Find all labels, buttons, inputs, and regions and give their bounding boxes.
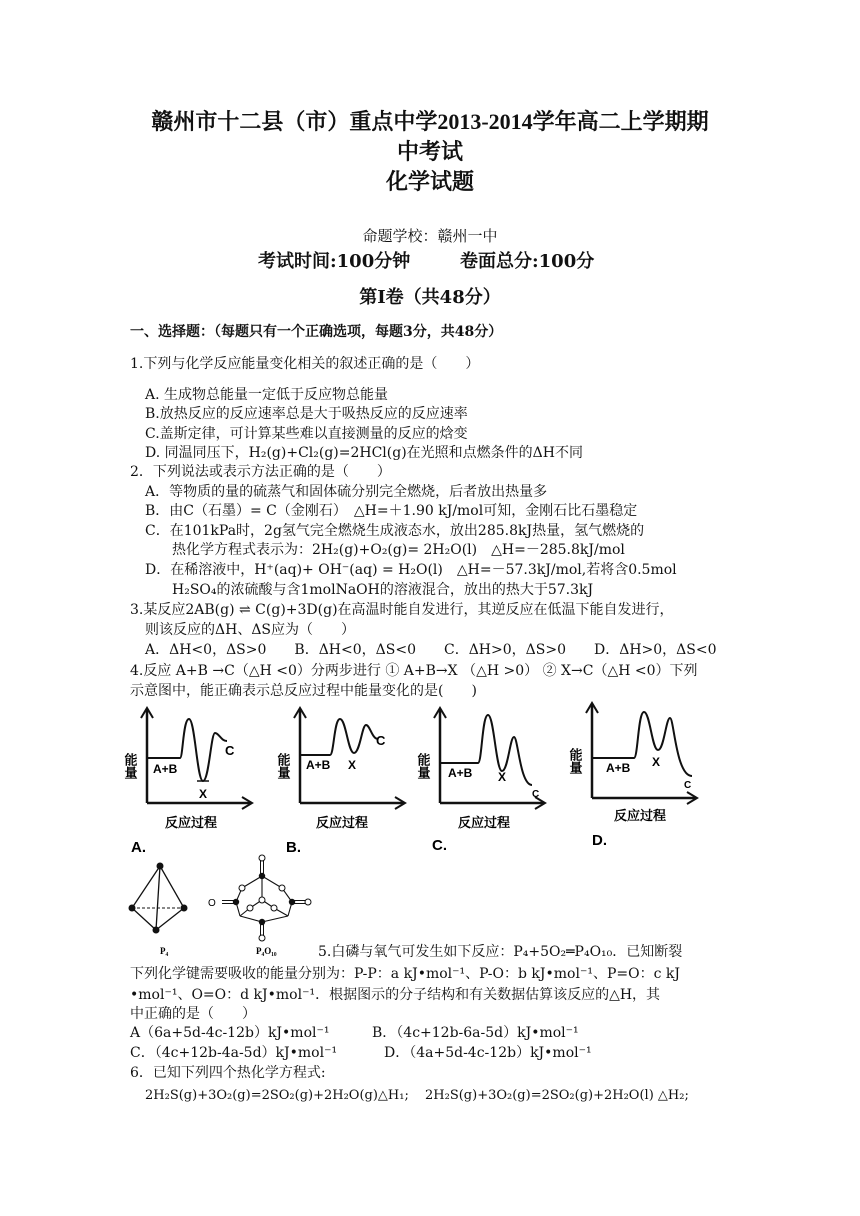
school-line: 命题学校：赣州一中: [362, 227, 498, 245]
q1-option-c: C.盖斯定律，可计算某些难以直接测量的反应的焓变: [145, 426, 468, 442]
q1-option-a: A. 生成物总能量一定低于反应物总能量: [145, 387, 389, 403]
q5-stem-line4: 中正确的是（ ）: [130, 1006, 256, 1022]
option-label-b: B.: [286, 839, 301, 856]
section-heading: 一、选择题：（每题只有一个正确选项，每题3分，共48分）: [130, 324, 503, 340]
q5-option-a: A（6a+5d-4c-12b）kJ•mol⁻¹: [130, 1025, 330, 1041]
q1-stem: 1.下列与化学反应能量变化相关的叙述正确的是（ ）: [130, 356, 480, 372]
total-score: 卷面总分:100分: [460, 251, 595, 272]
q5-stem-line2: 下列化学键需要吸收的能量分别为：P-P：a kJ•mol⁻¹、P-O：b kJ•mol⁻¹、P=O：c kJ: [130, 966, 680, 982]
q3-stem-line2: 则该反应的ΔH、ΔS应为（ ）: [145, 622, 356, 638]
q6-stem: 6．已知下列四个热化学方程式:: [130, 1065, 326, 1081]
x-label-d: 反应过程: [614, 809, 667, 824]
product-label-b: C: [376, 733, 386, 748]
q2-option-a: A．等物质的量的硫蒸气和固体硫分别完全燃烧，后者放出热量多: [145, 484, 548, 500]
reactant-label-a: A+B: [153, 762, 178, 776]
energy-graph-b: [274, 705, 418, 856]
q5-option-c: C．（4c+12b-4a-5d）kJ•mol⁻¹: [130, 1045, 338, 1061]
x-label-b: 反应过程: [316, 816, 369, 831]
q5-option-b: B．（4c+12b-6a-5d）kJ•mol⁻¹: [372, 1025, 579, 1041]
q5-option-d: D．（4a+5d-4c-12b）kJ•mol⁻¹: [384, 1045, 592, 1061]
p4-structure: [122, 858, 192, 958]
y-label-d: 能量: [566, 748, 582, 774]
intermediate-label-c: X: [498, 770, 507, 784]
q6-equation-2: 2H₂S(g)+3O₂(g)=2SO₂(g)+2H₂O(l) △H₂;: [425, 1088, 689, 1103]
q4-stem-line1: 4.反应 A+B →C（△H <0）分两步进行 ① A+B→X （△H >0） ② X→C（△H <0）下列: [130, 663, 698, 679]
y-label-a: 能量: [121, 753, 137, 779]
energy-graph-a: [121, 705, 265, 856]
product-label-a: C: [225, 743, 235, 758]
reactant-label-d: A+B: [606, 761, 631, 775]
p4o10-structure: [200, 848, 320, 958]
q3-options: A．ΔH<0，ΔS>0 B．ΔH<0，ΔS<0 C．ΔH>0，ΔS>0 D．ΔH>0，ΔS<0: [145, 642, 717, 658]
title-line-2: 中考试: [396, 139, 463, 164]
q5-stem-line3: •mol⁻¹、O=O：d kJ•mol⁻¹．根据图示的分子结构和有关数据估算该反应的△H，其: [130, 987, 661, 1003]
q2-option-c-line2: 热化学方程式表示为：2H₂(g)+O₂(g)= 2H₂O(l) △H=－285.8kJ/mol: [172, 542, 625, 558]
q3-stem-line1: 3.某反应2AB(g) ⇌ C(g)+3D(g)在高温时能自发进行，其逆反应在低温下能自发进行，: [130, 602, 674, 618]
intermediate-label-b: X: [348, 758, 357, 772]
q2-stem: 2．下列说法或表示方法正确的是（ ）: [130, 464, 391, 480]
exam-time: 考试时间:100分钟: [258, 251, 411, 272]
q2-option-d-line1: D．在稀溶液中，H⁺(aq)+ OH⁻(aq) = H₂O(l) △H=－57.3kJ/mol,若将含0.5mol: [145, 562, 677, 578]
option-label-a: A.: [131, 839, 146, 856]
option-label-d: D.: [592, 832, 607, 849]
q2-option-b: B．由C（石墨）= C（金刚石） △H=＋1.90 kJ/mol可知，金刚石比石墨稳定: [145, 503, 638, 519]
reactant-label-c: A+B: [448, 766, 473, 780]
intermediate-label-d: X: [652, 755, 661, 769]
q1-option-b: B.放热反应的反应速率总是大于吸热反应的反应速率: [145, 406, 468, 422]
q1-option-d: D. 同温同压下，H₂(g)+Cl₂(g)=2HCl(g)在光照和点燃条件的ΔH不同: [145, 445, 583, 461]
product-label-d: C: [684, 780, 692, 791]
intermediate-label-a: X: [199, 787, 208, 801]
q2-option-c-line1: C．在101kPa时，2g氢气完全燃烧生成液态水，放出285.8kJ热量，氢气燃烧的: [145, 523, 645, 539]
y-label-c: 能量: [414, 753, 430, 779]
o-label: O: [208, 898, 216, 909]
p4-label: P₄: [160, 946, 169, 956]
x-label-a: 反应过程: [165, 816, 218, 831]
title-line-1: 赣州市十二县（市）重点中学2013-2014学年高二上学期期: [151, 109, 709, 134]
product-label-c: C: [532, 789, 540, 800]
q4-stem-line2: 示意图中，能正确表示总反应过程中能量变化的是( ): [130, 683, 477, 699]
reactant-label-b: A+B: [306, 758, 331, 772]
subject-title: 化学试题: [385, 169, 474, 194]
part-heading: 第Ⅰ卷（共48分）: [359, 287, 501, 308]
q2-option-d-line2: H₂SO₄的浓硫酸与含1molNaOH的溶液混合，放出的热大于57.3kJ: [172, 582, 594, 598]
q5-stem-line1: 5.白磷与氧气可发生如下反应：P₄+5O₂═P₄O₁₀．已知断裂: [318, 944, 683, 960]
q6-equation-1: 2H₂S(g)+3O₂(g)=2SO₂(g)+2H₂O(g)△H₁;: [145, 1088, 409, 1103]
x-label-c: 反应过程: [458, 816, 511, 831]
p4o10-label: P₄O₁₀: [256, 946, 277, 956]
energy-graph-d: [566, 700, 710, 850]
energy-graph-c: [414, 705, 558, 855]
y-label-b: 能量: [274, 753, 290, 779]
option-label-c: C.: [432, 837, 447, 854]
